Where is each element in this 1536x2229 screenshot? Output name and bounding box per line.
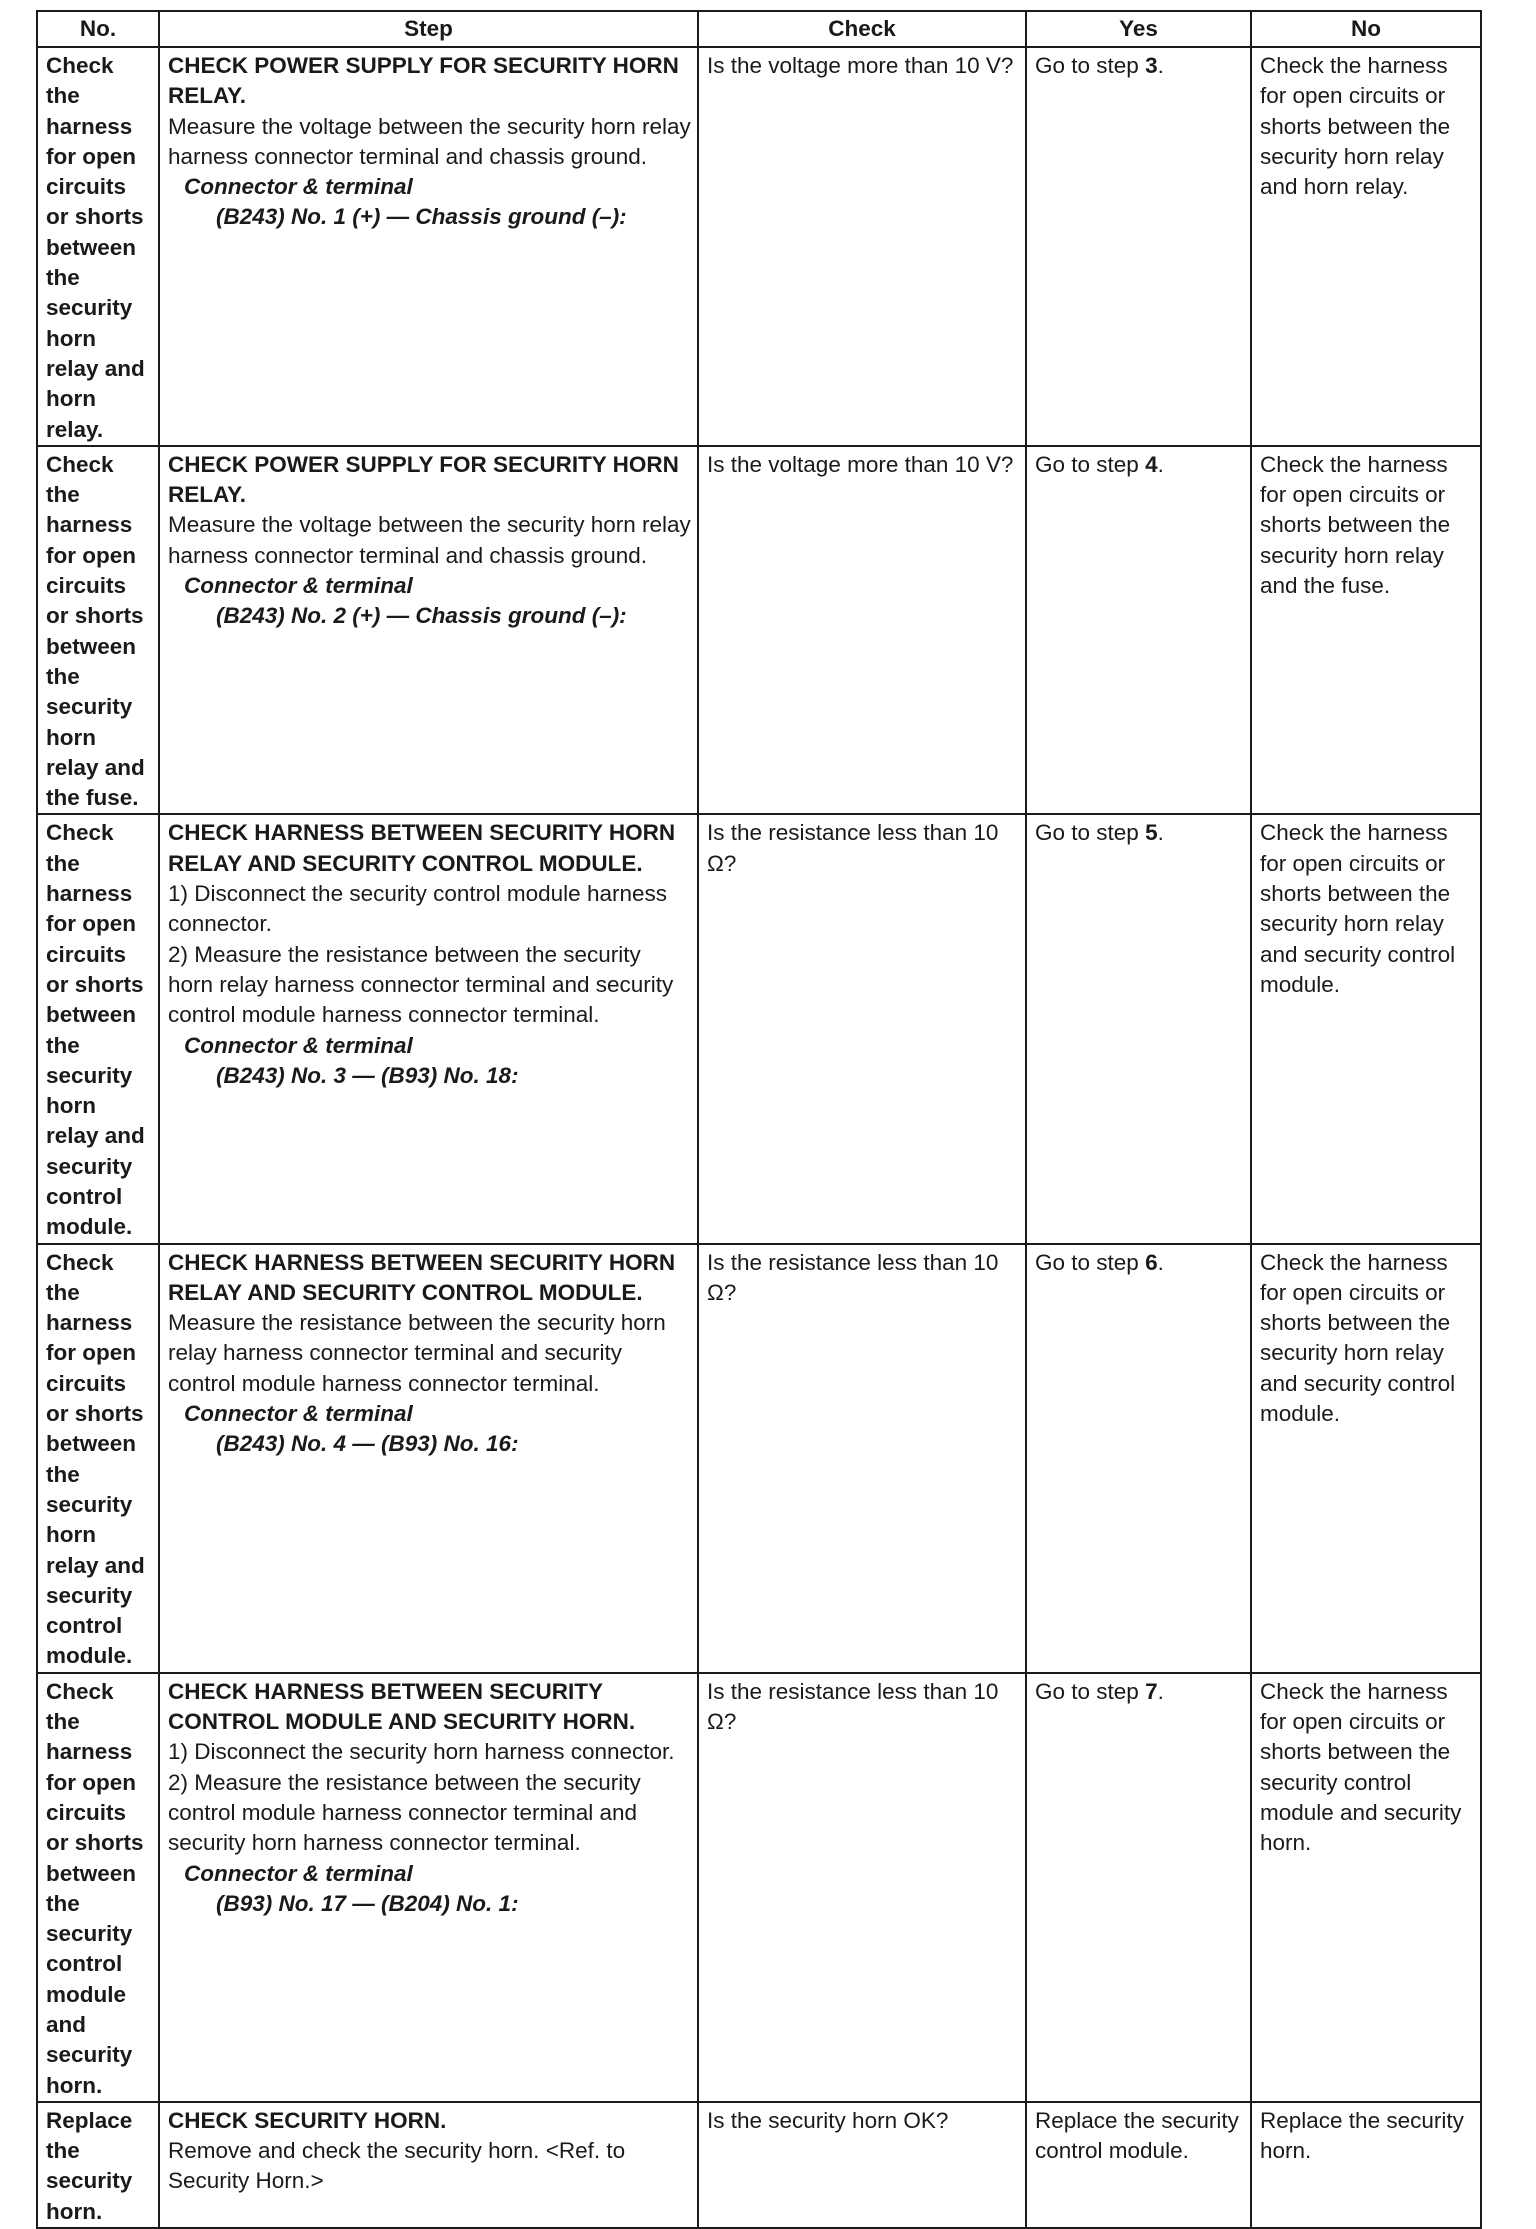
yes-cell: [1026, 1673, 1251, 2102]
connector-label: Connector & terminal: [184, 174, 413, 200]
yes-prefix: Go to step: [1035, 1249, 1146, 1275]
yes-step-number: 6: [1145, 1249, 1158, 1275]
step-number: Check the harness for open circuits or shorts between the security horn relay and horn relay.: [37, 47, 159, 446]
check-cell: Is the resistance less than 10 Ω?: [698, 1244, 1026, 1673]
step-number: Replace the security horn.: [37, 2102, 159, 2228]
yes-suffix: .: [1157, 1249, 1164, 1275]
header-step: Step: [159, 11, 698, 47]
header-row: [37, 11, 1481, 47]
step-title: CHECK HARNESS BETWEEN SECURITY HORN RELAY AND SECURITY CONTROL MODULE.: [168, 820, 676, 876]
table-row: [37, 814, 1481, 1243]
step-cell: [159, 814, 698, 1243]
yes-cell: [1026, 47, 1251, 446]
table-row: [37, 47, 1481, 446]
step-substep-1: 1) Disconnect the security control module harness connector.: [168, 881, 667, 937]
step-cell: [159, 1673, 698, 2102]
yes-prefix: Go to step: [1035, 451, 1146, 477]
connector-label: Connector & terminal: [184, 573, 413, 599]
step-title: CHECK SECURITY HORN.: [168, 2107, 447, 2133]
step-cell: [159, 1244, 698, 1673]
step-substep-1: 1) Disconnect the security horn harness connector.: [168, 1739, 675, 1765]
connector-label: Connector & terminal: [184, 1032, 413, 1058]
yes-prefix: Go to step: [1035, 820, 1146, 846]
no-cell: Replace the security horn.: [1251, 2102, 1481, 2228]
yes-cell: [1026, 446, 1251, 815]
yes-suffix: .: [1157, 53, 1164, 78]
step-description: Measure the voltage between the security horn relay harness connector terminal and chassis ground.: [168, 113, 691, 169]
step-cell: [159, 47, 698, 446]
step-title: CHECK POWER SUPPLY FOR SECURITY HORN RELAY.: [168, 451, 679, 508]
yes-cell: Replace the security control module.: [1026, 2102, 1251, 2228]
table-row: [37, 446, 1481, 815]
yes-suffix: .: [1157, 1678, 1164, 1704]
step-substep-2: 2) Measure the resistance between the security control module harness connector terminal and security horn harness connector terminal.: [168, 1769, 641, 1856]
step-description: Measure the voltage between the security horn relay harness connector terminal and chassis ground.: [168, 512, 691, 568]
no-cell: Check the harness for open circuits or shorts between the security horn relay and the fuse.: [1251, 446, 1481, 815]
step-title: CHECK HARNESS BETWEEN SECURITY HORN RELAY AND SECURITY CONTROL MODULE.: [168, 1249, 676, 1305]
step-cell: [159, 2102, 698, 2228]
check-cell: Is the resistance less than 10 Ω?: [698, 1673, 1026, 2102]
check-cell: Is the voltage more than 10 V?: [698, 47, 1026, 446]
yes-suffix: .: [1157, 820, 1164, 846]
table-row: [37, 1673, 1481, 2102]
yes-suffix: .: [1157, 451, 1164, 477]
connector-value: (B243) No. 3 — (B93) No. 18:: [216, 1062, 519, 1088]
troubleshooting-table: [36, 10, 1482, 2229]
connector-value: (B243) No. 1 (+) — Chassis ground (–):: [216, 204, 627, 230]
table-row: [37, 1244, 1481, 1673]
table-row: [37, 2102, 1481, 2228]
yes-cell: [1026, 1244, 1251, 1673]
header-no-result: No: [1251, 11, 1481, 47]
no-cell: Check the harness for open circuits or shorts between the security horn relay and horn relay.: [1251, 47, 1481, 446]
yes-prefix: Go to step: [1035, 1678, 1146, 1704]
step-title: CHECK POWER SUPPLY FOR SECURITY HORN RELAY.: [168, 53, 679, 109]
step-cell: [159, 446, 698, 815]
step-title: CHECK HARNESS BETWEEN SECURITY CONTROL MODULE AND SECURITY HORN.: [168, 1678, 636, 1735]
yes-step-number: 4: [1145, 451, 1158, 477]
yes-step-number: 3: [1145, 53, 1158, 78]
no-cell: Check the harness for open circuits or shorts between the security horn relay and security control module.: [1251, 1244, 1481, 1673]
connector-value: (B243) No. 4 — (B93) No. 16:: [216, 1431, 519, 1457]
step-number: Check the harness for open circuits or shorts between the security control module and security horn.: [37, 1673, 159, 2102]
yes-cell: [1026, 814, 1251, 1243]
step-number: Check the harness for open circuits or shorts between the security horn relay and security control module.: [37, 1244, 159, 1673]
connector-value: (B243) No. 2 (+) — Chassis ground (–):: [216, 603, 627, 629]
connector-label: Connector & terminal: [184, 1401, 413, 1427]
step-number: Check the harness for open circuits or shorts between the security horn relay and the fuse.: [37, 446, 159, 815]
check-cell: Is the security horn OK?: [698, 2102, 1026, 2228]
connector-value: (B93) No. 17 — (B204) No. 1:: [216, 1890, 519, 1916]
yes-step-number: 5: [1145, 820, 1158, 846]
connector-label: Connector & terminal: [184, 1860, 413, 1886]
step-number: Check the harness for open circuits or shorts between the security horn relay and security control module.: [37, 814, 159, 1243]
no-cell: Check the harness for open circuits or shorts between the security control module and security horn.: [1251, 1673, 1481, 2102]
yes-step-number: 7: [1145, 1678, 1158, 1704]
step-substep-2: 2) Measure the resistance between the security horn relay harness connector terminal and security control module harness connector terminal.: [168, 941, 674, 1028]
header-no: No.: [37, 11, 159, 47]
step-description: Measure the resistance between the security horn relay harness connector terminal and security control module harness connector terminal.: [168, 1310, 666, 1396]
no-cell: Check the harness for open circuits or shorts between the security horn relay and security control module.: [1251, 814, 1481, 1243]
header-check: Check: [698, 11, 1026, 47]
yes-prefix: Go to step: [1035, 53, 1146, 78]
step-description: Remove and check the security horn. <Ref. to Security Horn.>: [168, 2138, 626, 2194]
header-yes: Yes: [1026, 11, 1251, 47]
check-cell: Is the voltage more than 10 V?: [698, 446, 1026, 815]
check-cell: Is the resistance less than 10 Ω?: [698, 814, 1026, 1243]
